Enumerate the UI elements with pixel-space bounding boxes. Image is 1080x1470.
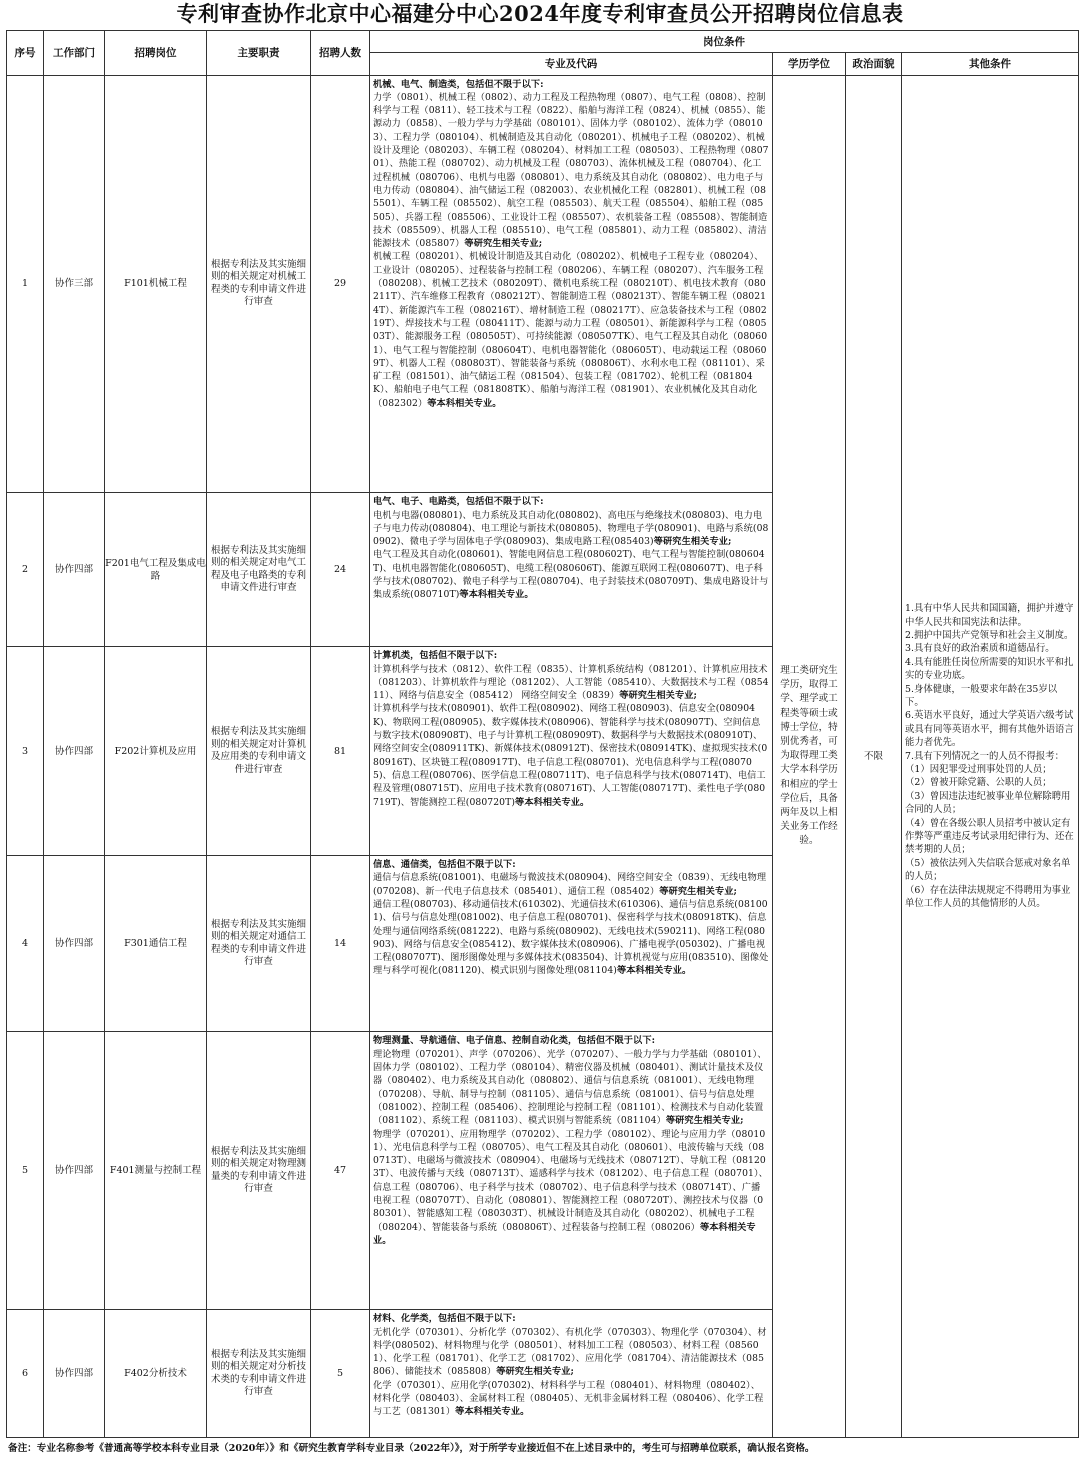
row-no: 3 [7,647,44,856]
row-position: F301通信工程 [105,856,207,1032]
row-count: 5 [311,1310,370,1438]
major-ug-suffix: 等本科相关专业。 [515,796,590,808]
header-row-1 [7,31,1079,53]
header-political: 政治面貌 [846,53,902,75]
major-grad-list: 电机与电器(080801)、电力系统及其自动化(080802)、高电压与绝缘技术(080803)、电力电子与电力传动(080804)、电工理论与新技术(080805)、物理电子学(080901)、电路与系统(080902)、微电子学与固体电子学(080903)、集成电路工程(085403) [373,509,769,548]
table-row [7,75,1079,493]
other-item: 1.具有中华人民共和国国籍，拥护并遵守中华人民共和国宪法和法律。 [905,603,1074,628]
row-count: 81 [311,647,370,856]
major-ug-list: 计算机科学与技术(080901)、软件工程(080902)、网络工程(080903)、信息安全(080904K)、物联网工程(080905)、数字媒体技术(080906)、智能科学与技术(080907T)、空间信息与数字技术(080908T)、电子与计算机工程(080909T)、数据科学与大数据技术(080910T)、网络空间安全(080911TK)、新媒体技术(080912T)、保密技术(080914TK)、虚拟现实技术(080916T)、区块链工程(080917T)、电子信息工程(080701)、光电信息科学与工程(080705)、信息工程(080706)、医学信息工程(080711T)、电子信息科学与技术(080714T)、电信工程及管理(080715T)、应用电子技术教育(080716T)、人工智能(080717T)、柔性电子学(080719T)、智能测控工程(080720T) [373,703,768,808]
other-item: （3）曾因违法违纪被事业单位解除聘用合同的人员； [905,790,1071,816]
major-ug-list: 电气工程及其自动化(080601)、智能电网信息工程(080602T)、电气工程与智能控制(080604T)、电机电器智能化(080605T)、电缆工程(080606T)、能源互联网工程(080607T)、电子科学与技术(080702)、微电子科学与工程(080704)、电子封装技术(080709T)、集成电路设计与集成系统(080710T) [373,549,769,601]
row-dept: 协作四部 [44,493,105,647]
row-count: 14 [311,856,370,1032]
major-category: 材料、化学类，包括但不限于以下: [373,1313,516,1325]
other-item: 3.具有良好的政治素质和道德品行。 [905,643,1055,655]
major-ug-suffix: 等本科相关专业。 [427,397,502,409]
row-count: 47 [311,1032,370,1310]
row-duty: 根据专利法及其实施细则的相关规定对计算机及应用类的专利申请文件进行审查 [207,647,311,856]
other-item: （6）存在法律法规规定不得聘用为事业单位工作人员的其他情形的人员。 [905,884,1071,910]
row-count: 24 [311,493,370,647]
row-dept: 协作四部 [44,647,105,856]
other-item: （2）曾被开除党籍、公职的人员； [905,777,1052,789]
major-ug-suffix: 等本科相关专业。 [373,1221,756,1246]
header-position: 招聘岗位 [105,31,207,76]
header-dept: 工作部门 [44,31,105,76]
major-ug-list: 通信工程(080703)、移动通信技术(610302)、光通信技术(610306)、通信与信息系统(081001)、信号与信息处理(081002)、电子信息工程(080701)、保密科学与技术(080918TK)、信息处理与通信网络系统(081222)、电路与系统(080902)、无线电技术(590211)、网络工程(080903)、网络与信息安全(085412)、数字媒体技术(080906)、广播电视学(050302)、广播电视工程(080707T)、图形图像处理与多媒体技术(083504)、计算机视觉与应用(083510)、图像处理与科学可视化(081120)、模式识别与图像处理(081104) [373,899,769,977]
other-item: （4）曾在各级公职人员招考中被认定有作弊等严重违反考试录用纪律行为、还在禁考期的人员； [905,817,1074,856]
major-ug-suffix: 等本科相关专业。 [616,965,692,977]
row-position: F402分析技术 [105,1310,207,1438]
other-requirements [902,75,1079,1437]
header-count: 招聘人数 [311,31,370,76]
row-dept: 协作四部 [44,1032,105,1310]
row-duty: 根据专利法及其实施细则的相关规定对分析技术类的专利申请文件进行审查 [207,1310,311,1438]
row-duty: 根据专利法及其实施细则的相关规定对电气工程及电子电路类的专利申请文件进行审查 [207,493,311,647]
other-item: （5）被依法列入失信联合惩戒对象名单的人员； [905,857,1071,883]
row-duty: 根据专利法及其实施细则的相关规定对通信工程类的专利申请文件进行审查 [207,856,311,1032]
major-ug-suffix: 等本科相关专业。 [459,589,534,601]
major-grad-list: 通信与信息系统(081001)、电磁场与微波技术(080904)、网络空间安全（0839）、无线电物理(070208)、新一代电子信息技术（085401）、通信工程（085402） [373,872,767,897]
major-grad-suffix: 等研究生相关专业; [464,238,543,250]
row-dept: 协作四部 [44,1310,105,1438]
major-grad-suffix: 等研究生相关专业; [665,1115,744,1127]
row-position: F101机械工程 [105,75,207,493]
header-duty: 主要职责 [207,31,311,76]
row-major [370,1310,773,1438]
footnote: 备注：专业名称参考《普通高等学校本科专业目录（2020年）》和《研究生教育学科专业目录（2022年）》，对于所学专业接近但不在上述目录中的，考生可与招聘单位联系，确认报名资格。 [8,1443,815,1454]
other-item: 2.拥护中国共产党领导和社会主义制度。 [905,629,1074,641]
major-category: 机械、电气、制造类，包括但不限于以下: [373,78,544,90]
row-no: 2 [7,493,44,647]
major-grad-suffix: 等研究生相关专业; [619,690,698,702]
major-ug-list: 物理学（070201）、应用物理学（070202）、工程力学（080102）、理论与应用力学（080101）、光电信息科学与工程（080705）、电气工程及其自动化（080601）、电波传输与天线（080713T）、电磁场与微波技术（080904）、电磁场与无线技术（080712T）、导航工程（081203T）、电波传播与天线（080713T）、遥感科学与技术（081202）、电子信息工程（080701）、信息工程（080706）、电子科学与技术（080702）、电子信息科学与技术（080714T）、广播电视工程（080707T）、自动化（080801）、智能测控工程（080720T）、测控技术与仪器（080301）、智能感知工程（080303T）、机械设计制造及其自动化（080202）、机械电子工程（080204）、智能装备与系统（080806T）、过程装备与控制工程（080206） [373,1128,768,1233]
recruitment-table [6,30,1079,1438]
other-item: 5.身体健康，一般要求年龄在35岁以下。 [905,683,1058,708]
row-major [370,1032,773,1310]
row-count: 29 [311,75,370,493]
row-duty: 根据专利法及其实施细则的相关规定对机械工程类的专利申请文件进行审查 [207,75,311,493]
row-no: 1 [7,75,44,493]
row-duty: 根据专利法及其实施细则的相关规定对物理测量类的专利申请文件进行审查 [207,1032,311,1310]
major-grad-suffix: 等研究生相关专业; [496,1366,575,1378]
major-ug-list: 机械工程（080201）、机械设计制造及其自动化（080202）、机械电子工程专业（080204）、工业设计（080205）、过程装备与控制工程（080206）、车辆工程（080207）、汽车服务工程（080208）、机械工艺技术（080209T）、微机电系统工程（080210T）、机电技术教育（080211T）、汽车维修工程教育（080212T）、智能制造工程（080213T）、智能车辆工程（080214T）、新能源汽车工程（080216T）、增材制造工程（080217T）、应急装备技术与工程（080219T）、焊接技术与工程（080411T）、能源与动力工程（080501）、新能源科学与工程（080503T）、能源服务工程（080505T）、可持续能源（080507TK）、电气工程及其自动化（080601）、电气工程与智能控制（080604T）、电机电器智能化（080605T）、电动载运工程（080609T）、机器人工程（080803T）、智能装备与系统（080806T）、水利水电工程（081101）、采矿工程（081501）、油气储运工程（081504）、包装工程（081702）、轮机工程（081804K）、船舶电子电气工程（081808TK）、船舶与海洋工程（081901）、农业机械化及其自动化（082302） [373,251,768,409]
other-item: 4.具有能胜任岗位所需要的知识水平和扎实的专业功底。 [905,656,1074,682]
header-edu: 学历学位 [773,53,846,75]
row-no: 4 [7,856,44,1032]
row-no: 6 [7,1310,44,1438]
major-grad-list: 理论物理（070201）、声学（070206）、光学（070207）、一般力学与力学基础（080101）、固体力学（080102）、工程力学（080104）、精密仪器及机械（080401）、测试计量技术及仪器（080402）、电力系统及其自动化（080802）、通信与信息系统（081001）、无线电物理（070208）、导航、制导与控制（081105）、通信与信息系统（081001）、信号与信息处理（081002）、控制工程（085406）、控制理论与控制工程（081101）、检测技术与自动化装置（081102）、系统工程（081103）、模式识别与智能系统（081104） [373,1048,767,1127]
header-conditions: 岗位条件 [370,31,1079,53]
row-position: F201电气工程及集成电路 [105,493,207,647]
row-position: F202计算机及应用 [105,647,207,856]
major-grad-list: 无机化学（070301）、分析化学（070302）、有机化学（070303）、物理化学（070304）、材料学(080502)、材料物理与化学（080501）、材料加工工程（080503）、材料工程（085601）、化学工程（081701）、化学工艺（081702）、应用化学（081704）、清洁能源技术（085806）、储能技术（085808） [373,1326,767,1378]
political-requirement: 不限 [846,75,902,1437]
row-position: F401测量与控制工程 [105,1032,207,1310]
row-major [370,493,773,647]
header-other: 其他条件 [902,53,1079,75]
major-grad-suffix: 等研究生相关专业; [659,885,738,897]
other-item: 6.英语水平良好，通过大学英语六级考试或具有同等英语水平，拥有其他外语语言能力者优先。 [905,710,1074,749]
row-no: 5 [7,1032,44,1310]
header-major: 专业及代码 [370,53,773,75]
major-category: 物理测量、导航通信、电子信息、控制自动化类，包括但不限于以下: [373,1035,656,1047]
other-item: 7.具有下列情况之一的人员不得报考： [905,750,1064,762]
major-ug-suffix: 等本科相关专业。 [455,1406,530,1418]
major-ug-list: 化学（070301）、应用化学(070302)、材料科学与工程（080401）、材料物理（080402）、材料化学（080403）、金属材料工程（080405）、无机非金属材料工程（080406）、化学工程与工艺（081301） [373,1379,764,1418]
major-category: 计算机类，包括但不限于以下: [373,650,498,662]
major-grad-list: 计算机科学与技术（0812）、软件工程（0835）、计算机系统结构（081201）、计算机应用技术（081203）、计算机软件与理论（081202）、人工智能（085410）、大数据技术与工程（085411）、网络与信息安全（085412） 网络空间安全（0839） [373,663,769,702]
row-major [370,856,773,1032]
row-major [370,75,773,493]
header-no: 序号 [7,31,44,76]
education-requirement: 理工类研究生学历，取得工学、理学或工程类等硕士或博士学位，特别优秀者，可为取得理工类大学本科学历和相应的学士学位后，具备两年及以上相关业务工作经验。 [773,75,846,1437]
major-category: 电气、电子、电路类，包括但不限于以下: [373,496,544,508]
major-grad-suffix: 等研究生相关专业; [653,536,732,548]
page-title: 专利审查协作北京中心福建分中心2024年度专利审查员公开招聘岗位信息表 [176,1,904,26]
row-major [370,647,773,856]
row-dept: 协作四部 [44,856,105,1032]
major-category: 信息、通信类，包括但不限于以下: [373,859,516,871]
major-grad-list: 力学（0801）、机械工程（0802）、动力工程及工程热物理（0807）、电气工程（0808）、控制科学与工程（0811）、轻工技术与工程（0822）、船舶与海洋工程（0824）、机械（0855）、能源动力（0858）、一般力学与力学基础（080101）、固体力学（080102）、流体力学（080103）、工程力学（080104）、机械制造及其自动化（080201）、机械电子工程（080202）、机械设计及理论（080203）、车辆工程（080204）、材料加工工程（080503）、工程热物理（080701）、热能工程（080702）、动力机械及工程（080703）、流体机械及工程（080704）、化工过程机械（080706）、电机与电器（080801）、电力系统及其自动化（080802）、电力电子与电力传动（080804）、油气储运工程（082003）、农业机械化工程（082801）、机械工程（085501）、车辆工程（085502）、航空工程（085503）、航天工程（085504）、船舶工程（085505）、兵器工程（085506）、工业设计工程（085507）、农机装备工程（085508）、智能制造技术（085509）、机器人工程（085510）、电气工程（085801）、动力工程（085802）、清洁能源技术（085807） [373,91,769,250]
other-item: （1）因犯罪受过刑事处罚的人员； [905,764,1052,775]
row-dept: 协作三部 [44,75,105,493]
